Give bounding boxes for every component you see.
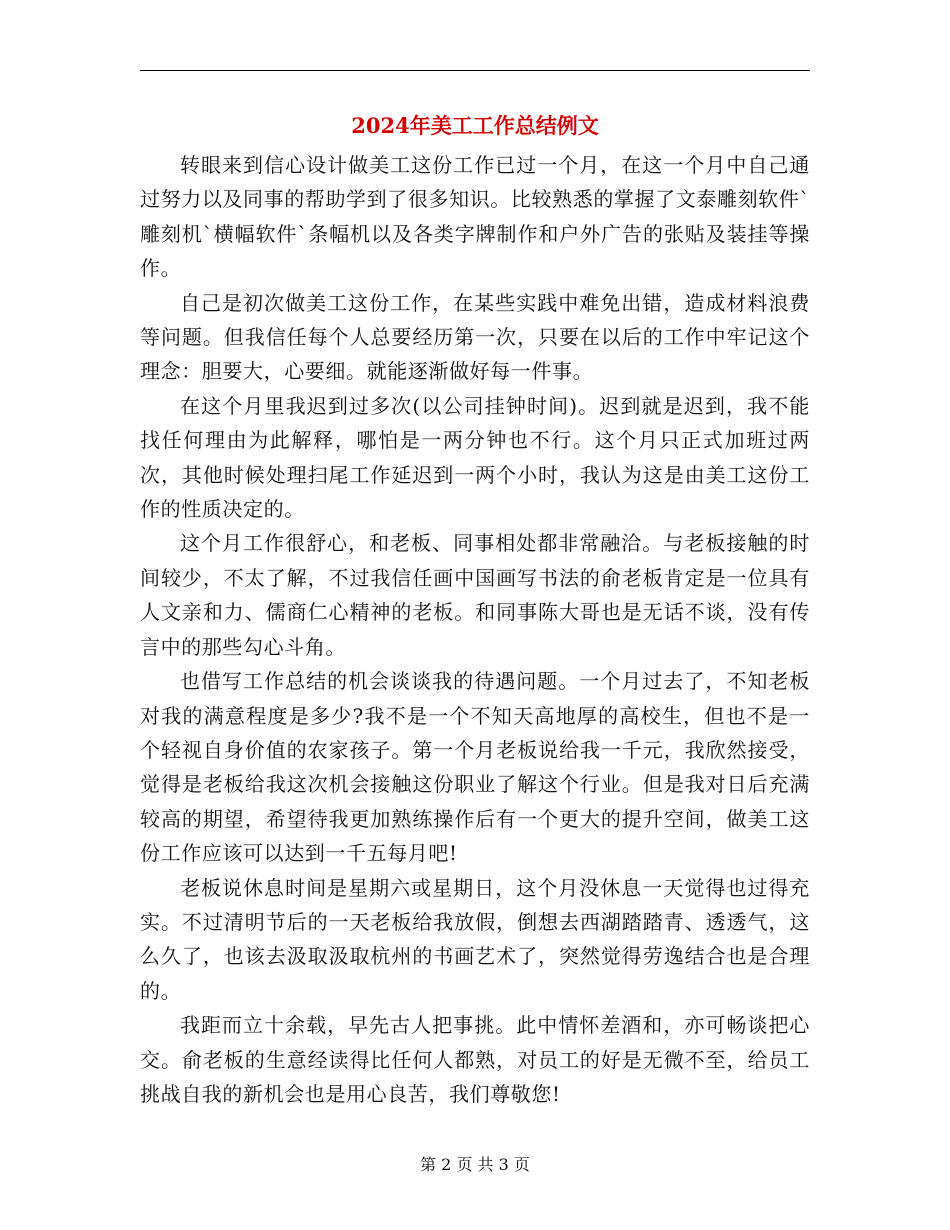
- document-body: [140, 148, 810, 1111]
- header-rule: [140, 70, 810, 71]
- page-number-footer: 第 2 页 共 3 页: [420, 1155, 530, 1174]
- paragraph-3: 在这个月里我迟到过多次(以公司挂钟时间)。迟到就是迟到，我不能找任何理由为此解释，哪怕是一两分钟也不行。这个月只正式加班过两次，其他时候处理扫尾工作延迟到一两个小时，我认为这是由美工这份工作的性质决定的。: [140, 393, 810, 522]
- paragraph-6: 老板说休息时间是星期六或星期日，这个月没休息一天觉得也过得充实。不过清明节后的一天老板给我放假，倒想去西湖踏踏青、透透气，这么久了，也该去汲取汲取杭州的书画艺术了，突然觉得劳逸结合也是合理的。: [140, 875, 810, 1003]
- paragraph-1: 转眼来到信心设计做美工这份工作已过一个月，在这一个月中自己通过努力以及同事的帮助学到了很多知识。比较熟悉的掌握了文泰雕刻软件`雕刻机`横幅软件`条幅机以及各类字牌制作和户外广告的张贴及装挂等操作。: [140, 153, 810, 281]
- paragraph-5: 也借写工作总结的机会谈谈我的待遇问题。一个月过去了，不知老板对我的满意程度是多少?我不是一个不知天高地厚的高校生，但也不是一个轻视自身价值的农家孩子。第一个月老板说给我一千元，我欣然接受，觉得是老板给我这次机会接触这份职业了解这个行业。但是我对日后充满较高的期望，希望待我更加熟练操作后有一个更大的提升空间，做美工这份工作应该可以达到一千五每月吧!: [140, 669, 810, 866]
- paragraph-2: 自己是初次做美工这份工作，在某些实践中难免出错，造成材料浪费等问题。但我信任每个人总要经历第一次，只要在以后的工作中牢记这个理念：胆要大，心要细。就能逐渐做好每一件事。: [140, 290, 810, 384]
- paragraph-7: 我距而立十余载，早先古人把事挑。此中情怀差酒和，亦可畅谈把心交。俞老板的生意经读得比任何人都熟，对员工的好是无微不至，给员工挑战自我的新机会也是用心良苦，我们尊敬您!: [140, 1013, 810, 1106]
- document-title: 2024年美工工作总结例文: [351, 113, 599, 138]
- paragraph-4: 这个月工作很舒心，和老板、同事相处都非常融洽。与老板接触的时间较少，不太了解，不过我信任画中国画写书法的俞老板肯定是一位具有人文亲和力、儒商仁心精神的老板。和同事陈大哥也是无话不谈，没有传言中的那些勾心斗角。: [140, 531, 810, 659]
